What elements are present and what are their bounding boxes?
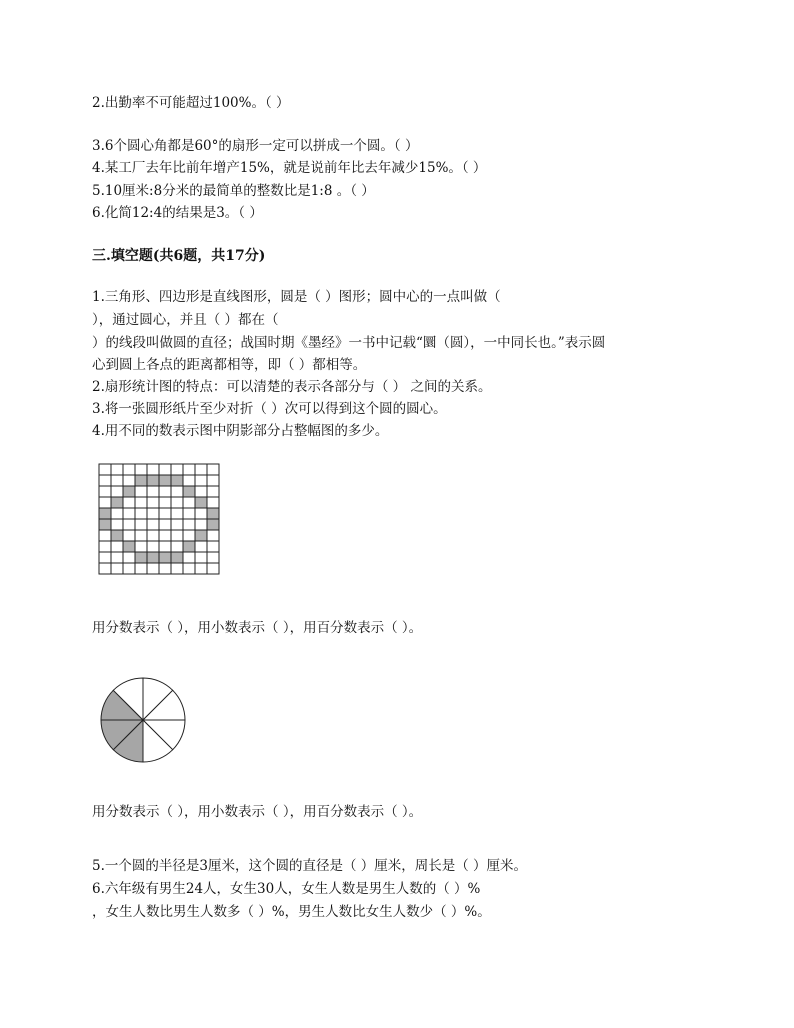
grid-cell (195, 475, 207, 486)
grid-cell (159, 519, 171, 530)
q5-text: 5.一个圆的半径是3厘米，这个圆的直径是（ ）厘米，周长是（ ）厘米。 (92, 858, 528, 874)
judge-item-5: 5.10厘米:8分米的最简单的整数比是1:8 。（ ） (92, 183, 375, 199)
grid-cell-shaded (183, 541, 195, 552)
grid-cell (171, 519, 183, 530)
grid-cell (99, 464, 111, 475)
grid-cell (99, 552, 111, 563)
grid-cell (207, 541, 219, 552)
grid-cell (207, 497, 219, 508)
grid-cell (159, 464, 171, 475)
grid-cell (111, 508, 123, 519)
judge-item-3: 3.6个圆心角都是60°的扇形一定可以拼成一个圆。（ ） (92, 138, 419, 154)
grid-cell (99, 497, 111, 508)
grid-cell (159, 541, 171, 552)
grid-cell-shaded (159, 475, 171, 486)
grid-cell (147, 486, 159, 497)
grid-cell-shaded (171, 475, 183, 486)
grid-cell (147, 541, 159, 552)
grid-cell (111, 475, 123, 486)
grid-cell (171, 464, 183, 475)
answer-line-grid: 用分数表示（ ），用小数表示（ ），用百分数表示（ ）。 (92, 620, 423, 636)
grid-cell (183, 552, 195, 563)
shaded-pie-figure (99, 676, 187, 764)
grid-cell (147, 464, 159, 475)
grid-cell (171, 541, 183, 552)
grid-cell (123, 475, 135, 486)
grid-cell-shaded (99, 508, 111, 519)
grid-cell-shaded (135, 475, 147, 486)
grid-cell (135, 486, 147, 497)
grid-cell-shaded (195, 530, 207, 541)
grid-cell (147, 497, 159, 508)
grid-cell-shaded (159, 552, 171, 563)
grid-cell (183, 508, 195, 519)
grid-cell (171, 530, 183, 541)
grid-cell (195, 508, 207, 519)
grid-cell (147, 563, 159, 574)
grid-cell-shaded (123, 486, 135, 497)
judge-item-4: 4.某工厂去年比前年增产15%，就是说前年比去年减少15%。（ ） (92, 160, 487, 176)
grid-cell-shaded (111, 497, 123, 508)
grid-cell (183, 464, 195, 475)
grid-cell (135, 497, 147, 508)
grid-cell (147, 519, 159, 530)
grid-cell (99, 541, 111, 552)
grid-cell-shaded (207, 519, 219, 530)
shaded-grid-figure (98, 463, 220, 578)
grid-cell (195, 563, 207, 574)
grid-cell (159, 508, 171, 519)
grid-cell (99, 486, 111, 497)
grid-cell-shaded (195, 497, 207, 508)
grid-cell (159, 497, 171, 508)
grid-cell (183, 519, 195, 530)
grid-cell (99, 563, 111, 574)
grid-cell-shaded (207, 508, 219, 519)
grid-cell (135, 530, 147, 541)
grid-cell (195, 486, 207, 497)
grid-cell (111, 563, 123, 574)
grid-cell-shaded (171, 552, 183, 563)
grid-cell-shaded (147, 475, 159, 486)
grid-cell (207, 486, 219, 497)
grid-cell (183, 530, 195, 541)
grid-cell (147, 508, 159, 519)
grid-cell (171, 508, 183, 519)
grid-cell (147, 530, 159, 541)
judge-item-2: 2.出勤率不可能超过100%。（ ） (92, 95, 290, 111)
grid-cell (135, 563, 147, 574)
q2-text: 2.扇形统计图的特点：可以清楚的表示各部分与（ ） 之间的关系。 (92, 379, 492, 395)
grid-cell (195, 464, 207, 475)
q1-line-4: 心到圆上各点的距离都相等，即（ ）都相等。 (92, 357, 367, 373)
grid-cell (99, 475, 111, 486)
grid-cell (195, 552, 207, 563)
grid-cell (183, 497, 195, 508)
answer-line-pie: 用分数表示（ ），用小数表示（ ），用百分数表示（ ）。 (92, 804, 423, 820)
grid-cell (111, 464, 123, 475)
grid-cell (207, 475, 219, 486)
grid-cell (123, 497, 135, 508)
grid-cell (111, 486, 123, 497)
grid-cell (111, 552, 123, 563)
grid-cell (123, 563, 135, 574)
grid-cell (123, 464, 135, 475)
grid-cell (183, 563, 195, 574)
grid-cell (171, 486, 183, 497)
grid-cell (207, 552, 219, 563)
grid-cell (123, 519, 135, 530)
grid-cell-shaded (99, 519, 111, 530)
grid-cell (123, 508, 135, 519)
grid-cell (207, 530, 219, 541)
q1-line-2: ），通过圆心，并且（ ）都在（ (92, 312, 279, 328)
grid-cell (159, 563, 171, 574)
q1-line-3: ）的线段叫做圆的直径；战国时期《墨经》一书中记载“圜（圆），一中同长也。”表示圆 (92, 335, 606, 351)
grid-cell (183, 475, 195, 486)
grid-cell-shaded (123, 541, 135, 552)
grid-cell (195, 519, 207, 530)
grid-cell (171, 497, 183, 508)
q3-text: 3.将一张圆形纸片至少对折（ ）次可以得到这个圆的圆心。 (92, 401, 447, 417)
section-title: 三.填空题(共6题，共17分) (92, 248, 266, 264)
grid-cell (135, 464, 147, 475)
grid-cell (159, 530, 171, 541)
q6-line-2: ，女生人数比男生人数多（ ）%，男生人数比女生人数少（ ）%。 (92, 904, 491, 920)
grid-cell (123, 552, 135, 563)
grid-cell-shaded (147, 552, 159, 563)
grid-cell (123, 530, 135, 541)
q4-text: 4.用不同的数表示图中阴影部分占整幅图的多少。 (92, 423, 389, 439)
grid-cell-shaded (135, 552, 147, 563)
q6-line-1: 6.六年级有男生24人，女生30人，女生人数是男生人数的（ ）% (92, 881, 481, 897)
judge-item-6: 6.化简12:4的结果是3。（ ） (92, 205, 263, 221)
grid-cell (111, 541, 123, 552)
grid-cell (135, 519, 147, 530)
grid-cell (207, 563, 219, 574)
grid-cell (135, 541, 147, 552)
grid-cell (207, 464, 219, 475)
grid-cell (135, 508, 147, 519)
grid-cell (171, 563, 183, 574)
grid-cell (99, 530, 111, 541)
grid-cell-shaded (111, 530, 123, 541)
grid-cell-shaded (183, 486, 195, 497)
grid-cell (195, 541, 207, 552)
grid-cell (159, 486, 171, 497)
grid-cell (111, 519, 123, 530)
q1-line-1: 1.三角形、四边形是直线图形，圆是（ ）图形；圆中心的一点叫做（ (92, 289, 501, 305)
